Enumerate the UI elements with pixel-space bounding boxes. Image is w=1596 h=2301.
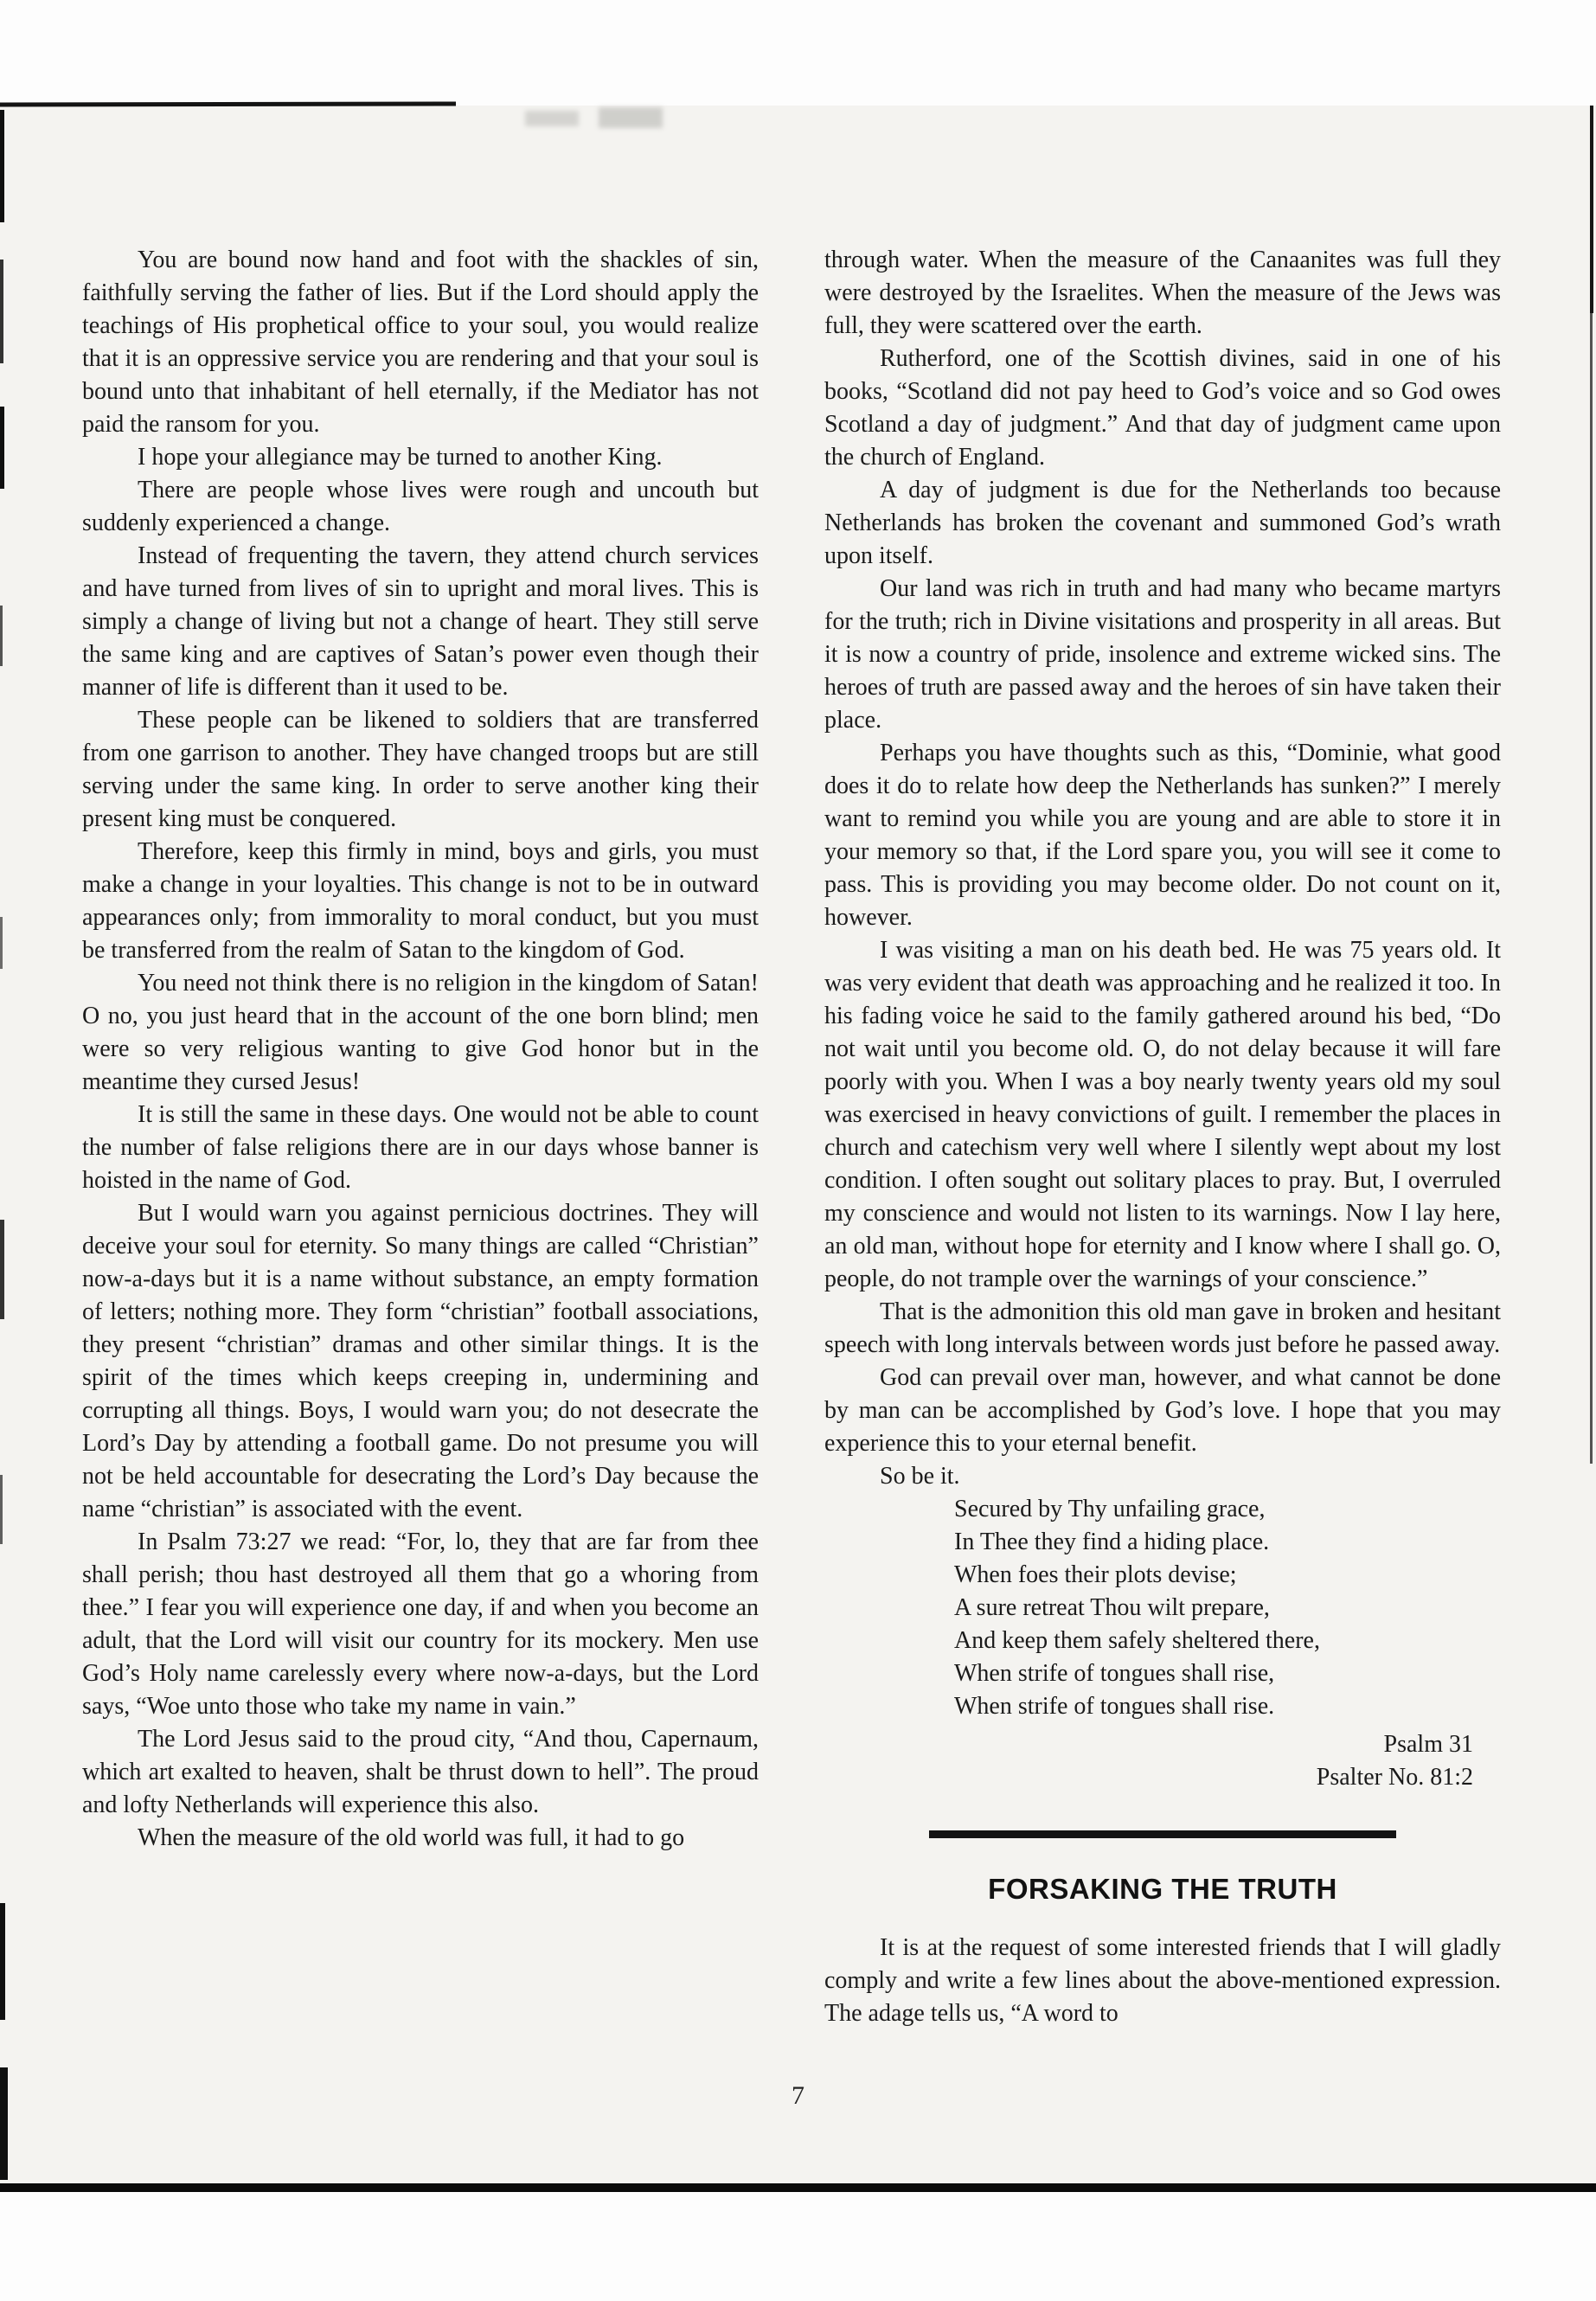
poem-line: When strife of tongues shall rise.: [954, 1693, 1275, 1720]
right-column: [824, 244, 1501, 2030]
hymn-attribution: [824, 1728, 1501, 1794]
scan-artifact-smudge: [525, 111, 579, 126]
scan-artifact-left-edge: [0, 1903, 5, 2020]
paragraph: You need not think there is no religion in the kingdom of Satan! O no, you just heard that in the account of the one born blind; men were so very religious wanting to give God honor but in the meantime they cursed Jesus!: [82, 970, 759, 1095]
scan-artifact-left-edge: [0, 110, 4, 222]
paragraph: But I would warn you against pernicious doctrines. They will deceive your soul for eternity. So many things are called “Christian” now-a-days but it is a name without substance, an empty formation of letters; nothing more. They form “christian” football associations, they present “christian” dramas and other similar things. It is the spirit of the times which keeps creeping in, undermining and corrupting all things. Boys, I would warn you; do not desecrate the Lord’s Day by attending a football game. Do not presume you will not be held accountable for desecrating the Lord’s Day because the name “christian” is associated with the event.: [82, 1200, 759, 1522]
scan-artifact-left-edge: [0, 260, 3, 363]
scan-artifact-right-edge: [1590, 313, 1593, 1464]
poem-line: A sure retreat Thou wilt prepare,: [954, 1594, 1270, 1621]
paragraph: Rutherford, one of the Scottish divines, said in one of his books, “Scotland did not pay heed to God’s voice and so God owes Scotland a day of judgment.” And that day of judgment came upon the church of England.: [824, 345, 1501, 471]
paragraph: A day of judgment is due for the Netherlands too because Netherlands has broken the covenant and summoned God’s wrath upon itself.: [824, 477, 1501, 569]
paragraph: God can prevail over man, however, and what cannot be done by man can be accomplished by God’s love. I hope that you may experience this to your eternal benefit.: [824, 1364, 1501, 1457]
paragraph: It is still the same in these days. One would not be able to count the number of false religions there are in our days whose banner is hoisted in the name of God.: [82, 1101, 759, 1194]
attribution-line: Psalm 31: [1383, 1731, 1473, 1758]
paragraph: When the measure of the old world was full, it had to go: [138, 1824, 685, 1851]
scan-artifact-left-edge: [0, 606, 3, 666]
paragraph: I was visiting a man on his death bed. He was 75 years old. It was very evident that death was approaching and he realized it too. In his fading voice he said to the family gathered around his bed, “Do not wait until you become old. O, do not delay because it will fare poorly with you. When I was a boy nearly twenty years old my soul was exercised in heavy convictions of guilt. I remember the places in church and catechism very well where I silently wept about my lost condition. I often sought out solitary places to pray. But, I overruled my conscience and would not listen to its warnings. Now I lay here, an old man, without hope for eternity and I know where I shall go. O, people, do not trample over the warnings of your conscience.”: [824, 937, 1501, 1292]
paragraph: through water. When the measure of the Canaanites was full they were destroyed by the Israelites. When the measure of the Jews was full, they were scattered over the earth.: [824, 247, 1501, 339]
poem-line: And keep them safely sheltered there,: [954, 1627, 1320, 1654]
paragraph: I hope your allegiance may be turned to another King.: [138, 444, 663, 471]
section-divider: [929, 1830, 1396, 1838]
scan-artifact-bottom-edge: [0, 2183, 1596, 2192]
paragraph: It is at the request of some interested friends that I will gladly comply and write a few lines about the above-mentioned expression. The adage tells us, “A word to: [824, 1934, 1501, 2027]
section-heading: FORSAKING THE TRUTH: [988, 1873, 1337, 1905]
left-column: [82, 244, 759, 1855]
scan-artifact-right-edge: [1590, 106, 1593, 313]
paragraph: So be it.: [880, 1463, 960, 1490]
scan-artifact-left-edge: [0, 1220, 4, 1319]
page-number: 7: [792, 2081, 804, 2110]
paragraph: There are people whose lives were rough and uncouth but suddenly experienced a change.: [82, 477, 759, 536]
paragraph: That is the admonition this old man gave in broken and hesitant speech with long intervals between words just before he passed away.: [824, 1298, 1501, 1358]
poem-line: Secured by Thy unfailing grace,: [954, 1496, 1266, 1522]
scan-artifact-left-edge: [0, 1475, 3, 1544]
poem-line: When foes their plots devise;: [954, 1561, 1237, 1588]
poem-line: When strife of tongues shall rise,: [954, 1660, 1275, 1687]
paragraph: Instead of frequenting the tavern, they attend church services and have turned from lives of sin to upright and moral lives. This is simply a change of living but not a change of heart. They still serve the same king and are captives of Satan’s power even though their manner of life is different than it used to be.: [82, 542, 759, 701]
hymn-stanza: [824, 1493, 1501, 1723]
paragraph: In Psalm 73:27 we read: “For, lo, they that are far from thee shall perish; thou hast destroyed all them that go a whoring from thee.” I fear you will experience one day, if and when you become an adult, that the Lord will visit our country for its mockery. Men use God’s Holy name carelessly every where now-a-days, but the Lord says, “Woe unto those who take my name in vain.”: [82, 1529, 759, 1720]
paragraph: Perhaps you have thoughts such as this, “Dominie, what good does it do to relate how deep the Netherlands has sunken?” I merely want to remind you while you are young and are able to store it in your memory so that, if the Lord spare you, you will see it come to pass. This is providing you may become older. Do not count on it, however.: [824, 740, 1501, 931]
attribution-line: Psalter No. 81:2: [1316, 1764, 1473, 1791]
paragraph: Our land was rich in truth and had many who became martyrs for the truth; rich in Divine visitations and prosperity in all areas. But it is now a country of pride, insolence and extreme wicked sins. The heroes of truth are passed away and the heroes of sin have taken their place.: [824, 575, 1501, 734]
paragraph: The Lord Jesus said to the proud city, “And thou, Capernaum, which art exalted to heaven, shalt be thrust down to hell”. The proud and lofty Netherlands will experience this also.: [82, 1726, 759, 1818]
scan-artifact-left-edge: [0, 917, 3, 969]
paragraph: You are bound now hand and foot with the shackles of sin, faithfully serving the father of lies. But if the Lord should apply the teachings of His prophetical office to your soul, you would realize that it is an oppressive service you are rendering and that your soul is bound unto that inhabitant of hell eternally, if the Mediator has not paid the ransom for you.: [82, 247, 759, 438]
paragraph: Therefore, keep this firmly in mind, boys and girls, you must make a change in your loyalties. This change is not to be in outward appearances only; from immorality to moral conduct, but you must be transferred from the realm of Satan to the kingdom of God.: [82, 838, 759, 964]
scan-artifact-smudge: [599, 107, 663, 128]
paragraph: These people can be likened to soldiers that are transferred from one garrison to another. They have changed troops but are still serving under the same king. In order to serve another king their present king must be conquered.: [82, 707, 759, 832]
poem-line: In Thee they find a hiding place.: [954, 1529, 1270, 1555]
scan-artifact-left-edge: [0, 407, 4, 489]
